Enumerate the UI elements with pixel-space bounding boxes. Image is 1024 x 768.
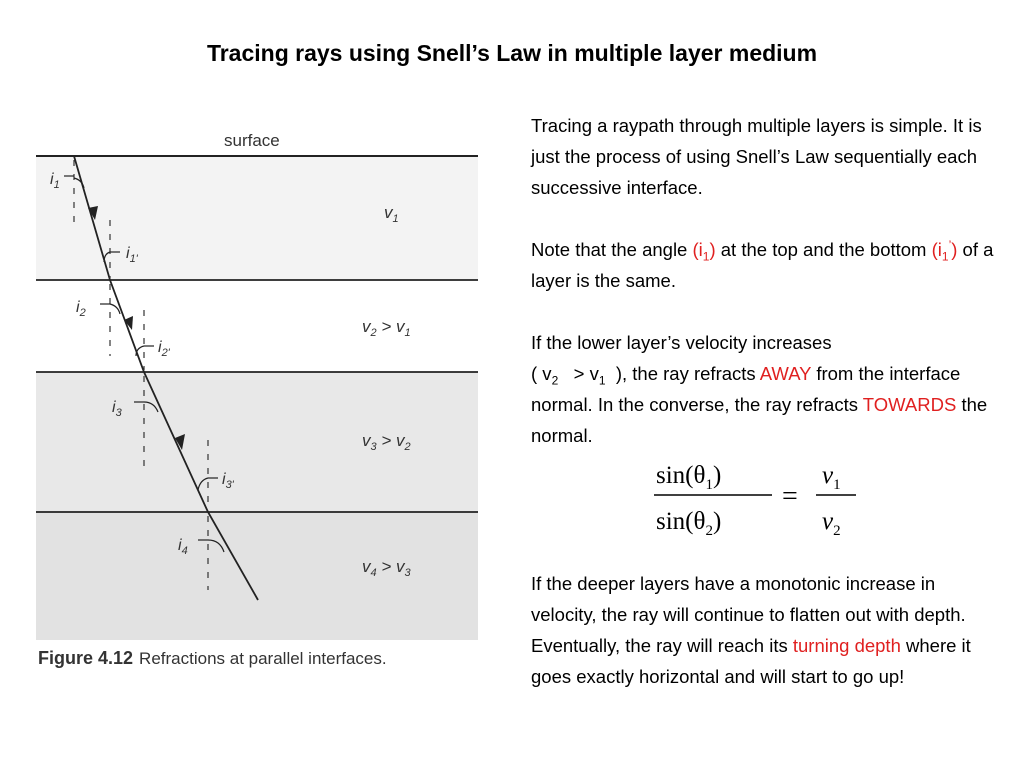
away-keyword: AWAY: [759, 363, 812, 384]
angle-label-i2p: $i_{2'}$: [158, 339, 170, 359]
layer-2: [36, 280, 478, 372]
para3-v2-sub: 2: [551, 373, 559, 388]
eq-denominator-left: $\sin(\theta_2)$: [656, 508, 722, 539]
para3-text-f: the normal.: [531, 394, 988, 446]
para2-text-b: at the top and the bottom: [715, 239, 932, 260]
eq-numerator-left: $\sin(\theta_1)$: [656, 462, 722, 493]
para3-v1-sub: 1: [598, 373, 606, 388]
snells-law-equation: [650, 455, 870, 545]
paragraph-4-wrap: [531, 568, 1001, 692]
layer-label-v3: $v_3 > v_2$: [362, 431, 411, 453]
paragraph-4: [531, 568, 1001, 692]
layer-1: [36, 156, 478, 280]
eq-numerator-right: $v_1$: [822, 462, 841, 493]
equation-svg: [650, 455, 870, 545]
eq-denominator-right: $v_2$: [822, 508, 841, 539]
angle-label-i4: $i_4$: [178, 537, 188, 557]
paragraph-3: [531, 327, 1001, 451]
surface-label: surface: [224, 131, 280, 150]
turning-depth-keyword: turning depth: [792, 635, 901, 656]
explanation-text: [531, 110, 1001, 451]
para4-text-a: If the deeper layers have a monotonic increase in velocity, the ray will continue to flatten out with depth. Eventually, the ray will reach its: [531, 573, 966, 656]
slide-title: Tracing rays using Snell’s Law in multiple layer medium: [206, 40, 818, 66]
layer-4: [36, 512, 478, 640]
para3-text-a: If the lower layer’s velocity increases: [531, 332, 832, 353]
angle-label-i3: $i_3$: [112, 399, 122, 419]
angle-i1-ref: $(i_1)$: [692, 239, 716, 264]
layer-3: [36, 372, 478, 512]
figure-caption-text: Refractions at parallel interfaces.: [139, 649, 387, 668]
paragraph-1: Tracing a raypath through multiple layers is simple. It is just the process of using Snell’s Law sequentially each successive interface.: [531, 115, 982, 198]
angle-label-i1: $i_1$: [50, 171, 60, 191]
figure-caption: [38, 648, 387, 669]
para3-text-e: from the interface normal. In the converse, the ray refracts: [531, 363, 961, 415]
para3-text-d: ), the ray refracts: [605, 363, 760, 384]
towards-keyword: TOWARDS: [862, 394, 957, 415]
para2-text-a: Note that the angle: [531, 239, 693, 260]
layer-label-v4: $v_4 > v_3$: [362, 557, 411, 579]
angle-label-i3p: $i_{3'}$: [222, 471, 234, 491]
angle-i1-prime-ref: $(i_1^’)$: [931, 237, 958, 264]
paragraph-2: [531, 234, 1001, 296]
para4-text-b: where it goes exactly horizontal and will start to go up!: [531, 635, 971, 687]
refraction-diagram: [36, 120, 478, 640]
angle-label-i2: $i_2$: [76, 299, 86, 319]
para2-text-c: of a layer is the same.: [531, 239, 994, 291]
refraction-figure: [36, 120, 478, 680]
angle-label-i1p: $i_{1'}$: [126, 245, 138, 265]
layer-label-v2: $v_2 > v_1$: [362, 317, 411, 339]
para3-text-b: ( v: [531, 363, 552, 384]
para3-text-c: > v: [558, 363, 599, 384]
eq-equals-sign: =: [782, 481, 798, 512]
layer-label-v1: $v_1$: [384, 203, 399, 225]
figure-number: Figure 4.12: [38, 648, 134, 668]
